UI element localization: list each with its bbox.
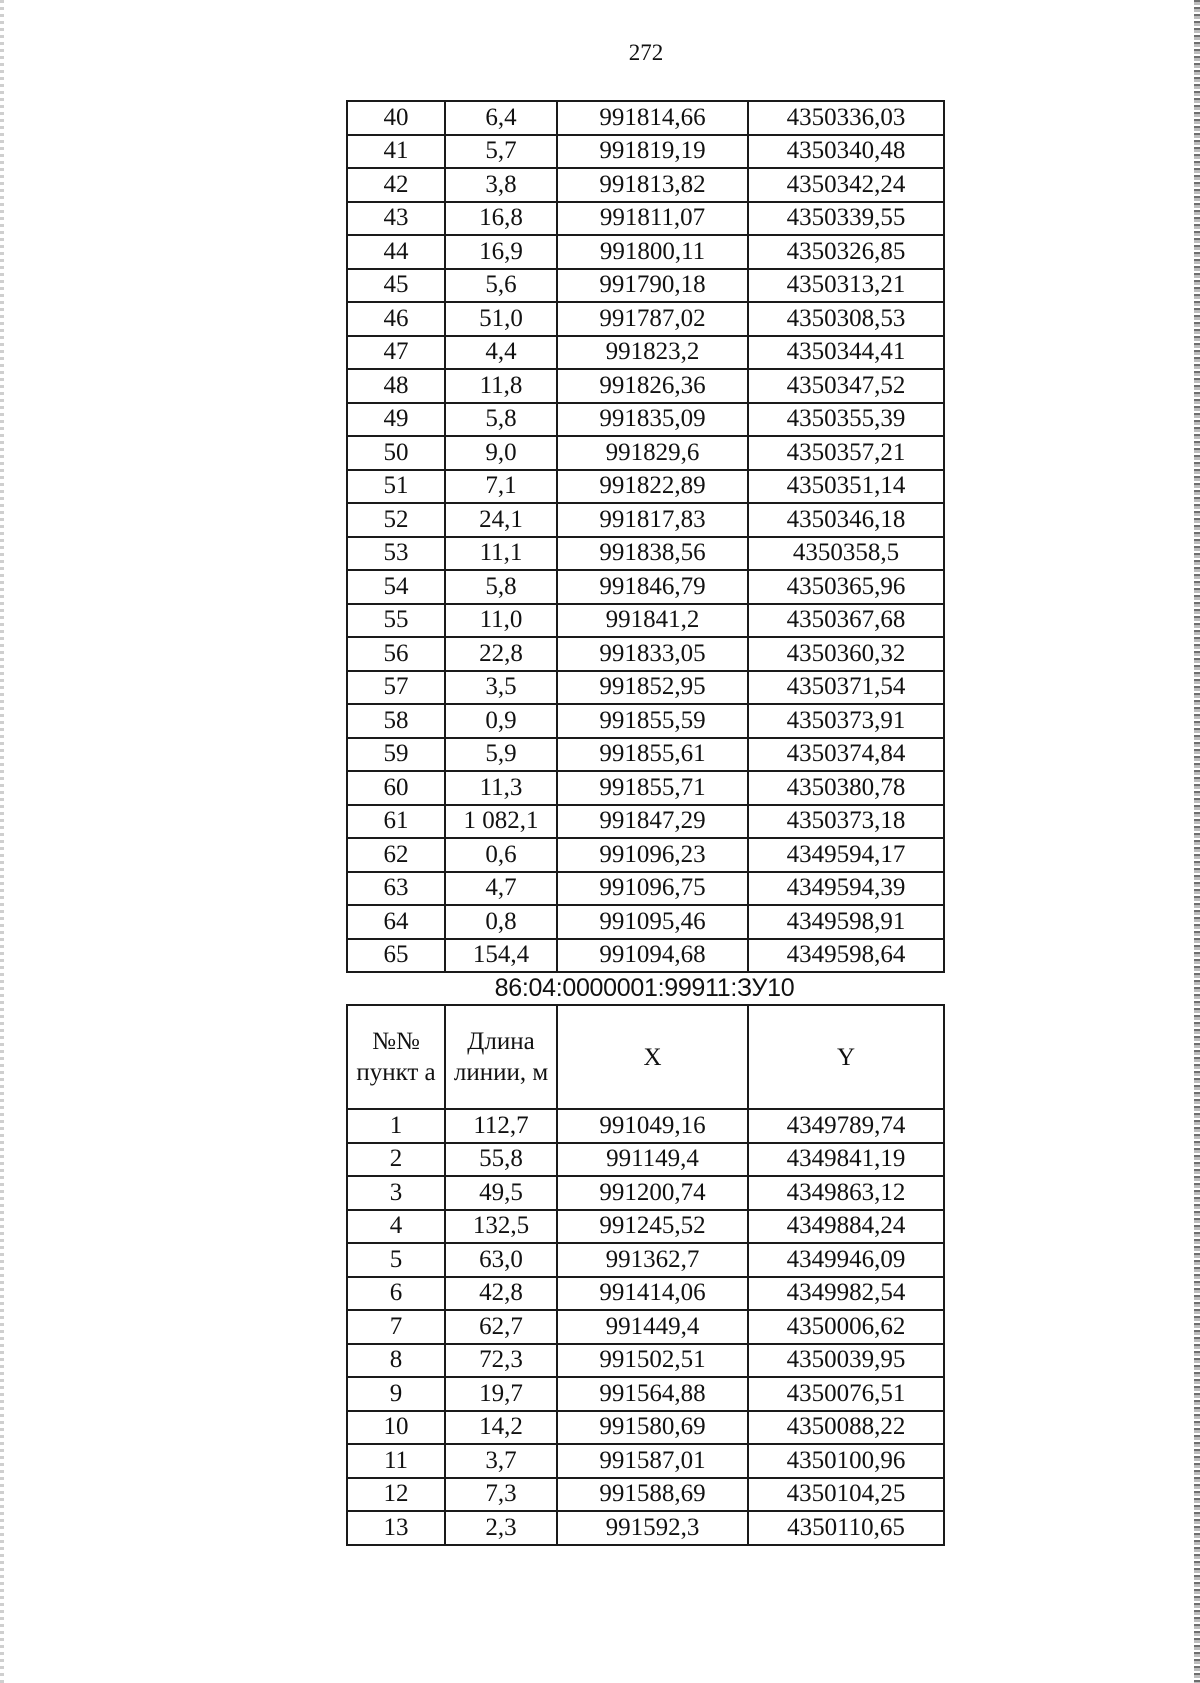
cell-y: 4349598,64 [748, 939, 944, 973]
header-line-length: Длина линии, м [445, 1005, 557, 1109]
scan-edge-left [0, 0, 4, 1683]
cell-y: 4349594,17 [748, 838, 944, 872]
table-row [347, 1143, 944, 1177]
cell-x: 991580,69 [557, 1411, 748, 1445]
cell-line-length: 19,7 [445, 1377, 557, 1411]
cell-point-number: 9 [347, 1377, 445, 1411]
cell-line-length: 72,3 [445, 1344, 557, 1378]
cell-y: 4350365,96 [748, 570, 944, 604]
cell-line-length: 5,8 [445, 570, 557, 604]
coordinates-table-continued-body [347, 101, 944, 972]
cell-point-number: 50 [347, 436, 445, 470]
cell-x: 991841,2 [557, 604, 748, 638]
cell-line-length: 5,7 [445, 135, 557, 169]
cell-line-length: 1 082,1 [445, 805, 557, 839]
cell-point-number: 1 [347, 1109, 445, 1143]
cell-point-number: 51 [347, 470, 445, 504]
table-row [347, 1277, 944, 1311]
cell-y: 4350342,24 [748, 168, 944, 202]
cell-line-length: 7,1 [445, 470, 557, 504]
cell-x: 991811,07 [557, 202, 748, 236]
cell-line-length: 11,0 [445, 604, 557, 638]
cell-y: 4350339,55 [748, 202, 944, 236]
cell-x: 991096,23 [557, 838, 748, 872]
cell-y: 4349946,09 [748, 1243, 944, 1277]
table-row [347, 302, 944, 336]
cell-point-number: 57 [347, 671, 445, 705]
table-row [347, 1511, 944, 1545]
table-row [347, 671, 944, 705]
cell-point-number: 42 [347, 168, 445, 202]
cell-y: 4350351,14 [748, 470, 944, 504]
cell-y: 4350313,21 [748, 269, 944, 303]
cell-point-number: 10 [347, 1411, 445, 1445]
cell-x: 991502,51 [557, 1344, 748, 1378]
cell-y: 4349841,19 [748, 1143, 944, 1177]
cell-y: 4350355,39 [748, 403, 944, 437]
table-row [347, 872, 944, 906]
cell-x: 991414,06 [557, 1277, 748, 1311]
cell-line-length: 7,3 [445, 1478, 557, 1512]
table-row [347, 1176, 944, 1210]
cell-x: 991829,6 [557, 436, 748, 470]
cell-line-length: 5,8 [445, 403, 557, 437]
table-row [347, 771, 944, 805]
table-row [347, 470, 944, 504]
cell-point-number: 2 [347, 1143, 445, 1177]
table-row [347, 235, 944, 269]
cell-line-length: 16,9 [445, 235, 557, 269]
cell-y: 4350373,18 [748, 805, 944, 839]
cell-y: 4350380,78 [748, 771, 944, 805]
cell-x: 991095,46 [557, 905, 748, 939]
cell-point-number: 41 [347, 135, 445, 169]
table-row [347, 269, 944, 303]
cell-x: 991787,02 [557, 302, 748, 336]
cell-y: 4350088,22 [748, 1411, 944, 1445]
cell-point-number: 40 [347, 101, 445, 135]
cell-point-number: 45 [347, 269, 445, 303]
cell-y: 4349982,54 [748, 1277, 944, 1311]
cell-line-length: 5,6 [445, 269, 557, 303]
cell-line-length: 6,4 [445, 101, 557, 135]
cell-x: 991592,3 [557, 1511, 748, 1545]
cell-line-length: 4,7 [445, 872, 557, 906]
cell-point-number: 7 [347, 1310, 445, 1344]
cell-x: 991094,68 [557, 939, 748, 973]
cell-x: 991362,7 [557, 1243, 748, 1277]
cell-point-number: 62 [347, 838, 445, 872]
cell-y: 4350358,5 [748, 537, 944, 571]
cell-y: 4350344,41 [748, 336, 944, 370]
cell-point-number: 47 [347, 336, 445, 370]
cell-point-number: 46 [347, 302, 445, 336]
cell-point-number: 44 [347, 235, 445, 269]
cell-point-number: 56 [347, 637, 445, 671]
table-row [347, 168, 944, 202]
cell-x: 991823,2 [557, 336, 748, 370]
cell-y: 4350360,32 [748, 637, 944, 671]
cell-point-number: 60 [347, 771, 445, 805]
table-row [347, 838, 944, 872]
cell-x: 991588,69 [557, 1478, 748, 1512]
cell-x: 991819,19 [557, 135, 748, 169]
cell-x: 991587,01 [557, 1444, 748, 1478]
cell-x: 991800,11 [557, 235, 748, 269]
table-row [347, 637, 944, 671]
table-row [347, 101, 944, 135]
cell-x: 991813,82 [557, 168, 748, 202]
table-row [347, 738, 944, 772]
table-row [347, 135, 944, 169]
cell-line-length: 9,0 [445, 436, 557, 470]
cell-point-number: 13 [347, 1511, 445, 1545]
cell-line-length: 11,3 [445, 771, 557, 805]
cell-line-length: 4,4 [445, 336, 557, 370]
cell-line-length: 51,0 [445, 302, 557, 336]
table-row [347, 1109, 944, 1143]
cell-line-length: 24,1 [445, 503, 557, 537]
table-row [347, 939, 944, 973]
cell-y: 4350367,68 [748, 604, 944, 638]
cell-line-length: 3,7 [445, 1444, 557, 1478]
cell-line-length: 14,2 [445, 1411, 557, 1445]
cell-x: 991790,18 [557, 269, 748, 303]
cell-y: 4350308,53 [748, 302, 944, 336]
cell-point-number: 64 [347, 905, 445, 939]
cell-line-length: 154,4 [445, 939, 557, 973]
cell-y: 4349863,12 [748, 1176, 944, 1210]
table-row [347, 805, 944, 839]
cell-x: 991835,09 [557, 403, 748, 437]
header-point-number: №№ пункт а [347, 1005, 445, 1109]
table-row [347, 436, 944, 470]
cell-x: 991826,36 [557, 369, 748, 403]
cell-line-length: 132,5 [445, 1210, 557, 1244]
coordinates-table-zu10 [346, 1004, 945, 1546]
table-row [347, 570, 944, 604]
cell-y: 4349598,91 [748, 905, 944, 939]
cell-line-length: 3,5 [445, 671, 557, 705]
cell-line-length: 3,8 [445, 168, 557, 202]
cell-y: 4350371,54 [748, 671, 944, 705]
cell-x: 991817,83 [557, 503, 748, 537]
cell-x: 991245,52 [557, 1210, 748, 1244]
cell-line-length: 5,9 [445, 738, 557, 772]
cell-x: 991049,16 [557, 1109, 748, 1143]
cell-point-number: 53 [347, 537, 445, 571]
cell-point-number: 52 [347, 503, 445, 537]
table-row [347, 905, 944, 939]
cell-line-length: 0,6 [445, 838, 557, 872]
cell-y: 4350347,52 [748, 369, 944, 403]
table-header-row [347, 1005, 944, 1109]
cell-x: 991847,29 [557, 805, 748, 839]
cell-point-number: 54 [347, 570, 445, 604]
cell-y: 4349594,39 [748, 872, 944, 906]
cell-x: 991814,66 [557, 101, 748, 135]
cell-line-length: 0,8 [445, 905, 557, 939]
table-row [347, 1243, 944, 1277]
cell-point-number: 8 [347, 1344, 445, 1378]
table-row [347, 503, 944, 537]
cell-x: 991200,74 [557, 1176, 748, 1210]
cell-point-number: 58 [347, 704, 445, 738]
header-x: X [557, 1005, 748, 1109]
cell-y: 4350104,25 [748, 1478, 944, 1512]
table-row [347, 403, 944, 437]
cell-point-number: 49 [347, 403, 445, 437]
table-row [347, 1210, 944, 1244]
cell-point-number: 5 [347, 1243, 445, 1277]
table-row [347, 704, 944, 738]
cell-y: 4349789,74 [748, 1109, 944, 1143]
cell-point-number: 43 [347, 202, 445, 236]
cell-x: 991855,71 [557, 771, 748, 805]
cell-point-number: 59 [347, 738, 445, 772]
cell-line-length: 0,9 [445, 704, 557, 738]
cell-line-length: 63,0 [445, 1243, 557, 1277]
cell-x: 991855,61 [557, 738, 748, 772]
cell-line-length: 2,3 [445, 1511, 557, 1545]
cell-line-length: 55,8 [445, 1143, 557, 1177]
cell-y: 4350374,84 [748, 738, 944, 772]
cell-y: 4350110,65 [748, 1511, 944, 1545]
cell-point-number: 65 [347, 939, 445, 973]
cell-line-length: 112,7 [445, 1109, 557, 1143]
cell-line-length: 11,8 [445, 369, 557, 403]
cell-point-number: 11 [347, 1444, 445, 1478]
cell-point-number: 4 [347, 1210, 445, 1244]
cell-point-number: 6 [347, 1277, 445, 1311]
cell-y: 4350076,51 [748, 1377, 944, 1411]
cell-line-length: 16,8 [445, 202, 557, 236]
table-row [347, 604, 944, 638]
cell-point-number: 3 [347, 1176, 445, 1210]
cell-line-length: 42,8 [445, 1277, 557, 1311]
cell-y: 4350336,03 [748, 101, 944, 135]
table-row [347, 1478, 944, 1512]
cell-x: 991149,4 [557, 1143, 748, 1177]
page-number: 272 [628, 40, 664, 65]
cell-y: 4350346,18 [748, 503, 944, 537]
cell-y: 4350100,96 [748, 1444, 944, 1478]
document-body [346, 100, 943, 1546]
cell-y: 4349884,24 [748, 1210, 944, 1244]
cell-y: 4350340,48 [748, 135, 944, 169]
coordinates-table-zu10-body [347, 1109, 944, 1545]
cell-x: 991838,56 [557, 537, 748, 571]
cell-x: 991833,05 [557, 637, 748, 671]
cell-x: 991564,88 [557, 1377, 748, 1411]
coordinates-table-continued [346, 100, 945, 973]
table-row [347, 336, 944, 370]
cell-y: 4350326,85 [748, 235, 944, 269]
cell-y: 4350039,95 [748, 1344, 944, 1378]
table-row [347, 1444, 944, 1478]
cell-x: 991822,89 [557, 470, 748, 504]
cell-line-length: 22,8 [445, 637, 557, 671]
cell-point-number: 61 [347, 805, 445, 839]
parcel-caption: 86:04:0000001:99911:ЗУ10 [494, 974, 795, 1002]
cell-point-number: 12 [347, 1478, 445, 1512]
cell-y: 4350357,21 [748, 436, 944, 470]
table-row [347, 1310, 944, 1344]
cell-point-number: 48 [347, 369, 445, 403]
cell-line-length: 49,5 [445, 1176, 557, 1210]
table-row [347, 1344, 944, 1378]
cell-line-length: 62,7 [445, 1310, 557, 1344]
cell-point-number: 63 [347, 872, 445, 906]
table-row [347, 1377, 944, 1411]
table-row [347, 537, 944, 571]
cell-x: 991846,79 [557, 570, 748, 604]
cell-x: 991096,75 [557, 872, 748, 906]
table-row [347, 202, 944, 236]
scan-edge-right [1194, 0, 1200, 1683]
cell-x: 991449,4 [557, 1310, 748, 1344]
table-row [347, 1411, 944, 1445]
cell-y: 4350006,62 [748, 1310, 944, 1344]
header-y: Y [748, 1005, 944, 1109]
table-row [347, 369, 944, 403]
cell-line-length: 11,1 [445, 537, 557, 571]
cell-x: 991855,59 [557, 704, 748, 738]
cell-point-number: 55 [347, 604, 445, 638]
cell-x: 991852,95 [557, 671, 748, 705]
cell-y: 4350373,91 [748, 704, 944, 738]
